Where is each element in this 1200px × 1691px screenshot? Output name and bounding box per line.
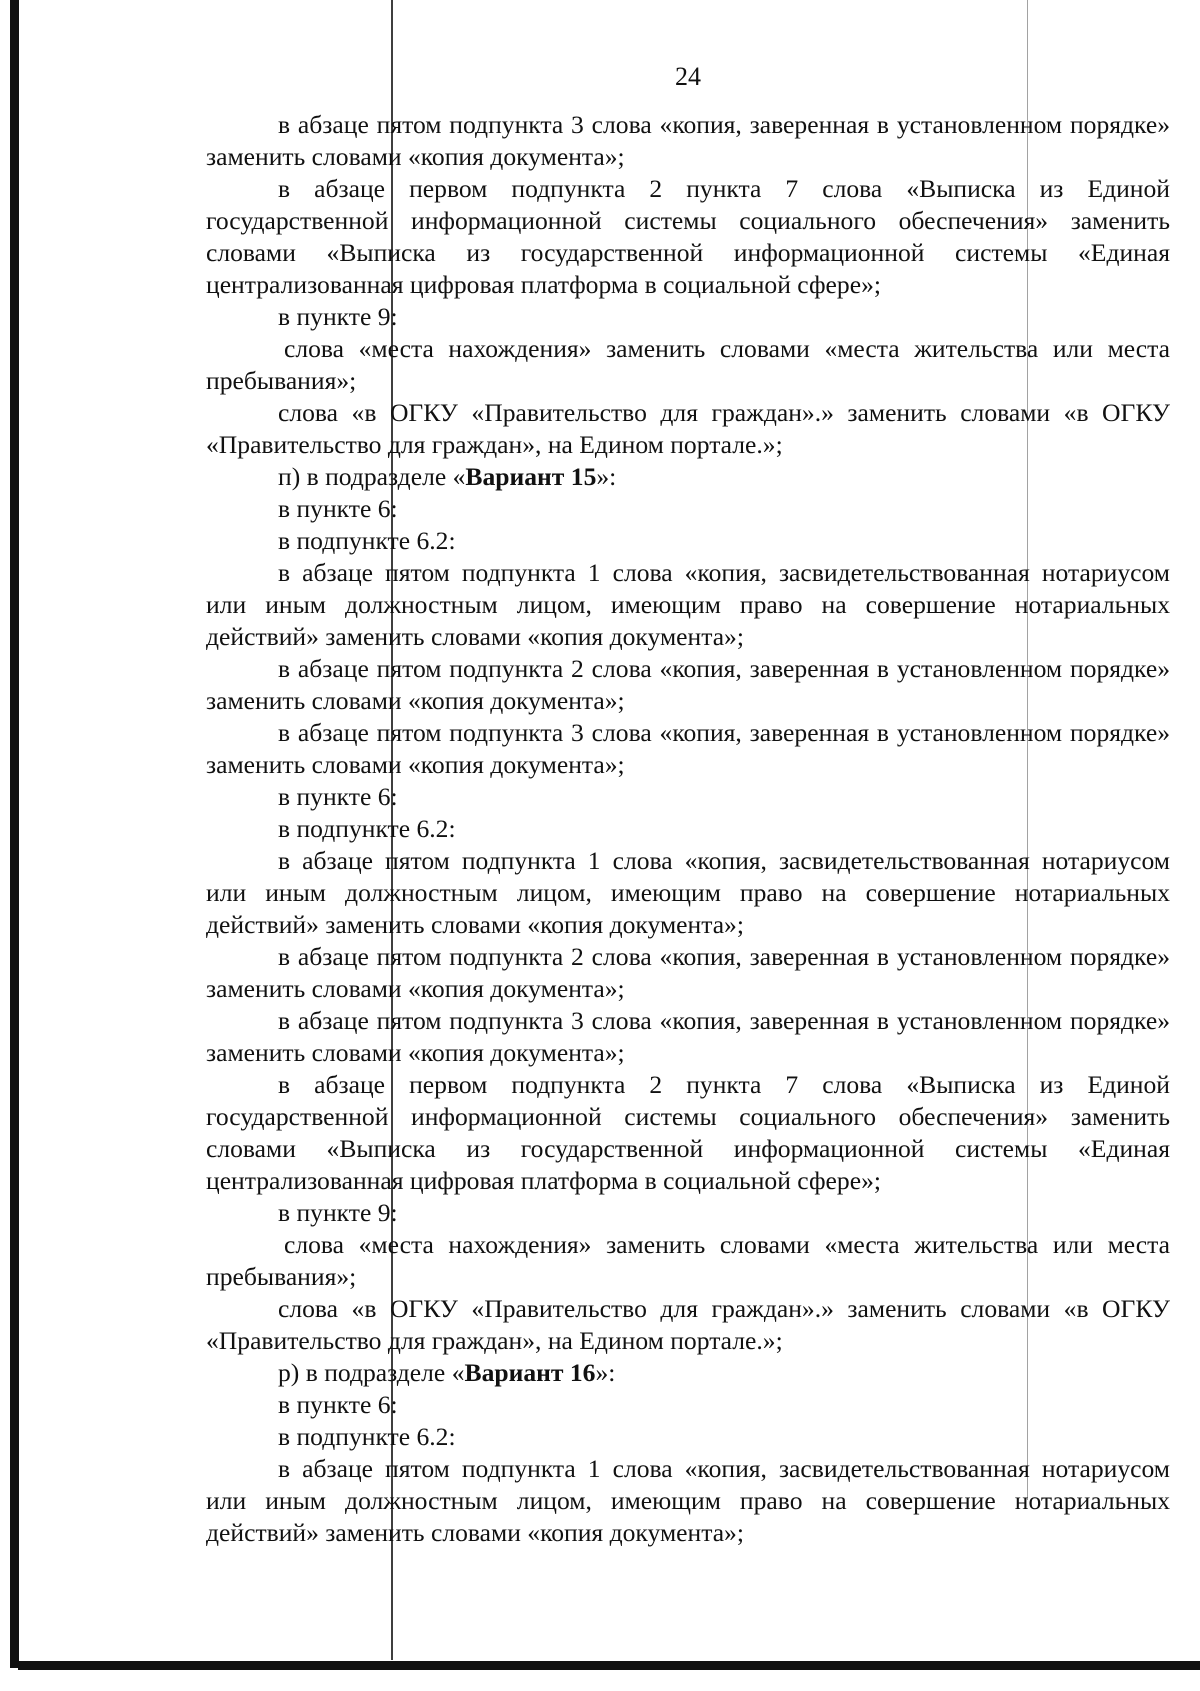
section-heading: [206, 1357, 1170, 1389]
document-paragraph: в подпункте 6.2:: [278, 1422, 456, 1451]
section-heading: [206, 461, 1170, 493]
variant-title: Вариант 16: [464, 1358, 596, 1387]
document-body: [206, 109, 1170, 1549]
scan-border-bottom: [18, 1661, 1200, 1670]
document-paragraph: слова «места нахождения» заменить словами «места жительства или места пребывания»;: [206, 1230, 1170, 1291]
document-paragraph: в абзаце пятом подпункта 1 слова «копия, засвидетельствованная нотариусом или иным должностным лицом, имеющим право на совершение нотариальных действий» заменить словами «копия документа»;: [206, 558, 1170, 651]
document-paragraph: слова «в ОГКУ «Правительство для граждан».» заменить словами «в ОГКУ «Правительство для граждан», на Едином портале.»;: [206, 398, 1170, 459]
document-paragraph: в пункте 6:: [278, 494, 398, 523]
document-paragraph: в абзаце первом подпункта 2 пункта 7 слова «Выписка из Единой государственной информационной системы социального обеспечения» заменить словами «Выписка из государственной информационной системы «Единая централизованная цифровая платформа в социальной сфере»;: [206, 174, 1170, 299]
heading-prefix: р) в подразделе «: [278, 1358, 465, 1387]
document-paragraph: в абзаце первом подпункта 2 пункта 7 слова «Выписка из Единой государственной информационной системы социального обеспечения» заменить словами «Выписка из государственной информационной системы «Единая централизованная цифровая платформа в социальной сфере»;: [206, 1070, 1170, 1195]
page-number: 24: [675, 62, 701, 91]
document-paragraph: в абзаце пятом подпункта 3 слова «копия, заверенная в установленном порядке» заменить словами «копия документа»;: [206, 1006, 1170, 1067]
document-paragraph: в абзаце пятом подпункта 1 слова «копия, засвидетельствованная нотариусом или иным должностным лицом, имеющим право на совершение нотариальных действий» заменить словами «копия документа»;: [206, 846, 1170, 939]
heading-suffix: »:: [596, 462, 617, 491]
document-paragraph: в пункте 6:: [278, 782, 398, 811]
document-paragraph: слова «в ОГКУ «Правительство для граждан».» заменить словами «в ОГКУ «Правительство для граждан», на Едином портале.»;: [206, 1294, 1170, 1355]
document-paragraph: в подпункте 6.2:: [278, 526, 456, 555]
document-paragraph: в пункте 9:: [278, 302, 398, 331]
document-paragraph: в пункте 9:: [278, 1198, 398, 1227]
document-paragraph: в абзаце пятом подпункта 3 слова «копия, заверенная в установленном порядке» заменить словами «копия документа»;: [206, 718, 1170, 779]
document-paragraph: в абзаце пятом подпункта 2 слова «копия, заверенная в установленном порядке» заменить словами «копия документа»;: [206, 942, 1170, 1003]
document-paragraph: в подпункте 6.2:: [278, 814, 456, 843]
variant-title: Вариант 15: [465, 462, 597, 491]
document-paragraph: в абзаце пятом подпункта 2 слова «копия, заверенная в установленном порядке» заменить словами «копия документа»;: [206, 654, 1170, 715]
document-paragraph: в абзаце пятом подпункта 3 слова «копия, заверенная в установленном порядке» заменить словами «копия документа»;: [206, 110, 1170, 171]
document-paragraph: в пункте 6:: [278, 1390, 398, 1419]
document-paragraph: слова «места нахождения» заменить словами «места жительства или места пребывания»;: [206, 334, 1170, 395]
heading-suffix: »:: [595, 1358, 616, 1387]
document-paragraph: в абзаце пятом подпункта 1 слова «копия, засвидетельствованная нотариусом или иным должностным лицом, имеющим право на совершение нотариальных действий» заменить словами «копия документа»;: [206, 1454, 1170, 1547]
scan-border-left: [10, 0, 19, 1668]
heading-prefix: п) в подразделе «: [278, 462, 466, 491]
